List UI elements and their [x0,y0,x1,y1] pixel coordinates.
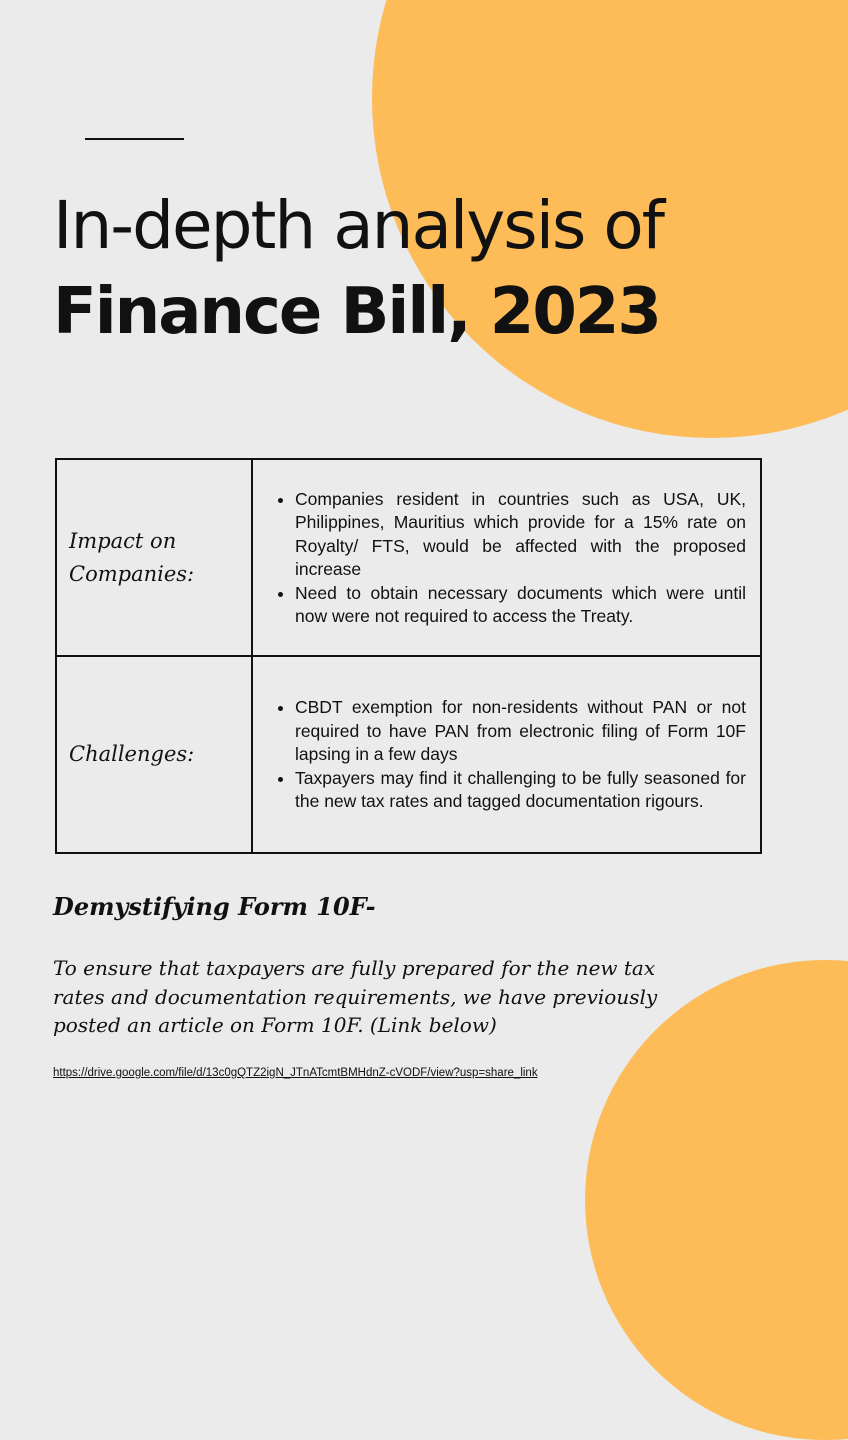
page-title-line2: Finance Bill, 2023 [53,275,660,349]
row-label-text: Impact on Companies: [69,528,195,586]
row-label-text: Challenges: [69,742,195,766]
row-content-impact [252,459,761,656]
bullet-list [261,696,746,814]
title-accent-rule [85,138,184,140]
list-item: • Need to obtain necessary documents which were until now were not required to access the Treaty. [295,582,746,629]
row-label-challenges [56,656,252,853]
list-item: • CBDT exemption for non-residents without PAN or not required to have PAN from electronic filing of Form 10F lapsing in a few days [295,696,746,767]
table-row [56,459,761,656]
section-body: To ensure that taxpayers are fully prepared for the new tax rates and documentation requirements, we have previously posted an article on Form 10F. (Link below) [53,956,658,1037]
bullet-list [261,488,746,629]
table-row [56,656,761,853]
row-label-impact [56,459,252,656]
list-item: • Companies resident in countries such as USA, UK, Philippines, Mauritius which provide for a 15% rate on Royalty/ FTS, would be affected with the proposed increase [295,488,746,582]
section-heading: Demystifying Form 10F- [53,892,376,921]
row-content-challenges [252,656,761,853]
form-10f-link[interactable]: https://drive.google.com/file/d/13c0gQTZ2igN_JTnATcmtBMHdnZ-cVODF/view?usp=share_link [53,1067,538,1079]
list-item: • Taxpayers may find it challenging to be fully seasoned for the new tax rates and tagged documentation rigours. [295,767,746,814]
analysis-table [55,458,762,854]
page-title-line1: In-depth analysis of [53,187,664,264]
